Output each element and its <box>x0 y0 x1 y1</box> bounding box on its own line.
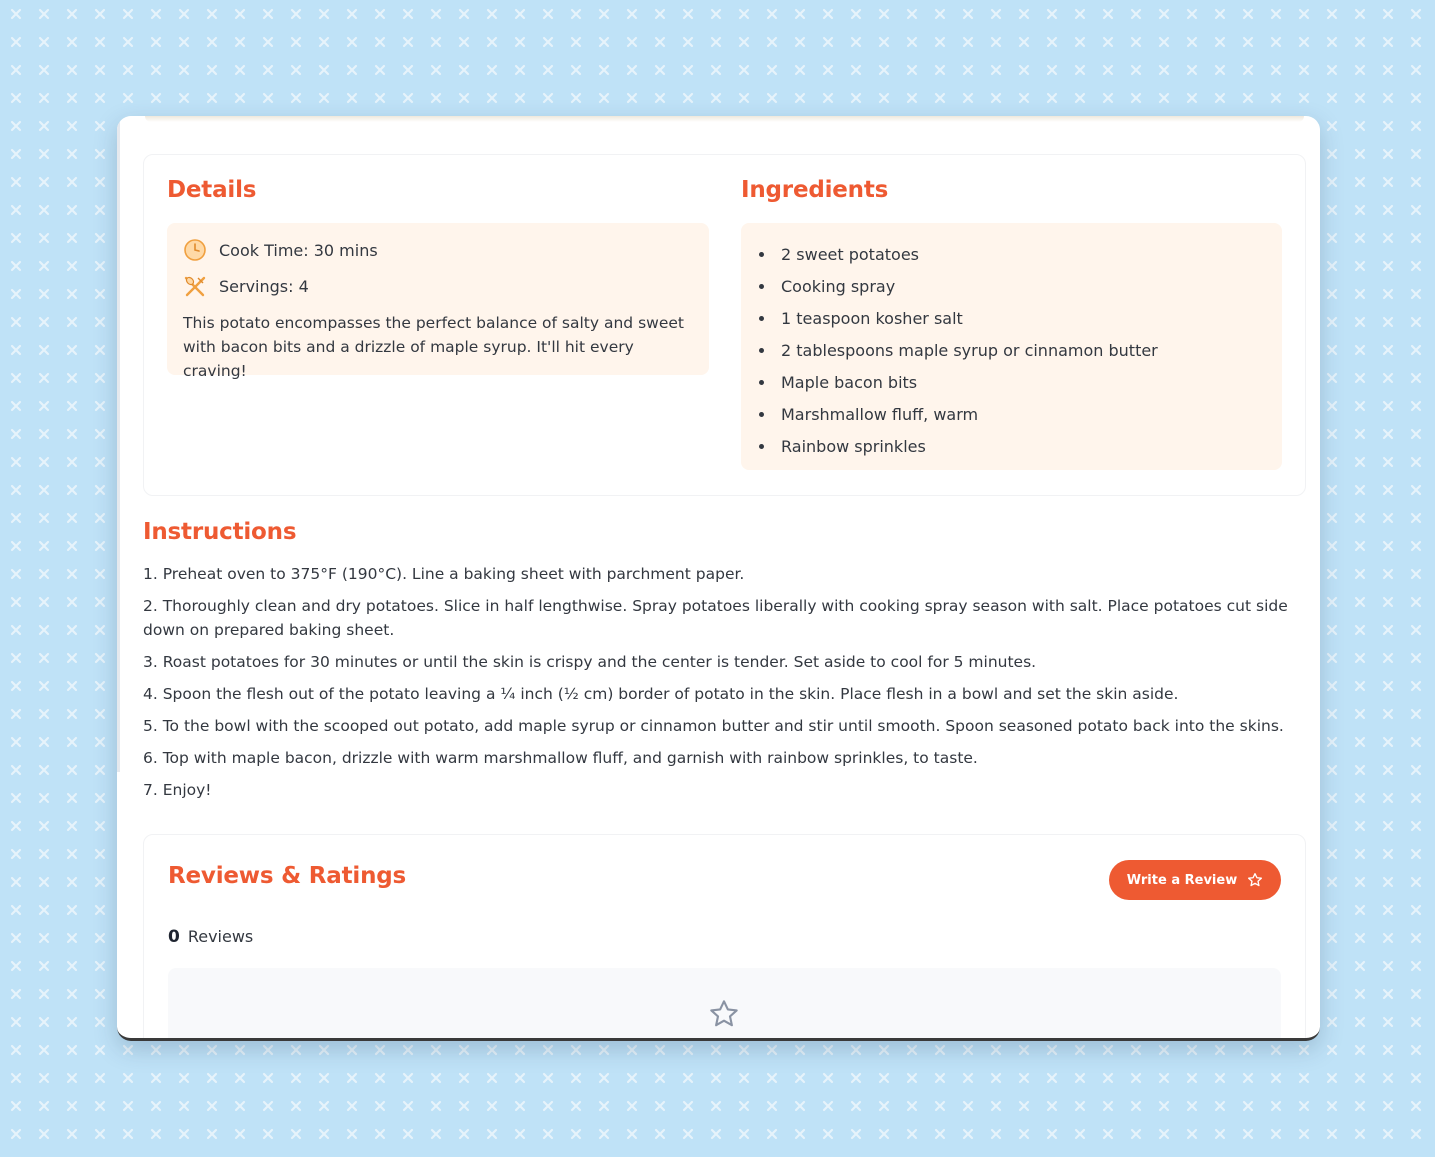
reviews-section <box>143 834 1306 1041</box>
ingredients-title: Ingredients <box>741 177 889 203</box>
instruction-step: 5. To the bowl with the scooped out potato, add maple syrup or cinnamon butter and stir until smooth. Spoon seasoned potato back into the skins. <box>143 717 1284 735</box>
card-left-rule <box>117 116 120 772</box>
bullet-icon <box>759 412 764 417</box>
bullet-icon <box>759 316 764 321</box>
bullet-icon <box>759 252 764 257</box>
instruction-step: 3. Roast potatoes for 30 minutes or until the skin is crispy and the center is tender. Set aside to cool for 5 minutes. <box>143 653 1037 671</box>
recipe-card <box>117 116 1320 1041</box>
write-review-button[interactable] <box>1109 860 1281 900</box>
recipe-description: This potato encompasses the perfect balance of salty and sweet with bacon bits and a drizzle of maple syrup. It'll hit every craving! <box>183 314 684 380</box>
list-item: Rainbow sprinkles <box>757 430 1158 462</box>
reviews-title: Reviews & Ratings <box>168 863 407 889</box>
ingredients-list <box>757 238 1158 462</box>
list-item: 2 sweet potatoes <box>757 238 1158 270</box>
review-count <box>168 927 253 947</box>
clock-icon <box>183 238 207 262</box>
review-count-number: 0 <box>168 927 180 947</box>
list-item: Maple bacon bits <box>757 366 1158 398</box>
list-item: Marshmallow fluff, warm <box>757 398 1158 430</box>
bullet-icon <box>759 348 764 353</box>
empty-reviews-panel <box>168 968 1281 1041</box>
instructions-list <box>143 562 1303 810</box>
instruction-step: 2. Thoroughly clean and dry potatoes. Slice in half lengthwise. Spray potatoes liberally with cooking spray season with salt. Place potatoes cut side down on prepared baking sheet. <box>143 597 1288 639</box>
list-item: Cooking spray <box>757 270 1158 302</box>
instruction-step: 1. Preheat oven to 375°F (190°C). Line a baking sheet with parchment paper. <box>143 565 745 583</box>
details-title: Details <box>167 177 257 203</box>
instruction-step: 4. Spoon the flesh out of the potato leaving a ¼ inch (½ cm) border of potato in the skin. Place flesh in a bowl and set the skin aside. <box>143 685 1179 703</box>
instructions-title: Instructions <box>143 519 297 545</box>
write-review-label: Write a Review <box>1126 872 1238 888</box>
bullet-icon <box>759 444 764 449</box>
servings-text: Servings: 4 <box>219 276 309 296</box>
list-item: 1 teaspoon kosher salt <box>757 302 1158 334</box>
instruction-step: 7. Enjoy! <box>143 781 212 799</box>
star-outline-icon <box>1247 872 1263 888</box>
cook-time-row <box>183 237 378 263</box>
utensils-icon <box>183 274 207 298</box>
bullet-icon <box>759 284 764 289</box>
cook-time-text: Cook Time: 30 mins <box>219 240 378 260</box>
recipe-info-box <box>143 154 1306 496</box>
bullet-icon <box>759 380 764 385</box>
details-panel <box>167 223 709 380</box>
instruction-step: 6. Top with maple bacon, drizzle with warm marshmallow fluff, and garnish with rainbow sprinkles, to taste. <box>143 749 978 767</box>
servings-row <box>183 273 309 299</box>
list-item: 2 tablespoons maple syrup or cinnamon butter <box>757 334 1158 366</box>
review-count-label: Reviews <box>187 927 254 946</box>
ingredients-panel <box>741 223 1282 470</box>
star-outline-icon <box>708 998 740 1030</box>
card-top-edge <box>145 116 1304 122</box>
